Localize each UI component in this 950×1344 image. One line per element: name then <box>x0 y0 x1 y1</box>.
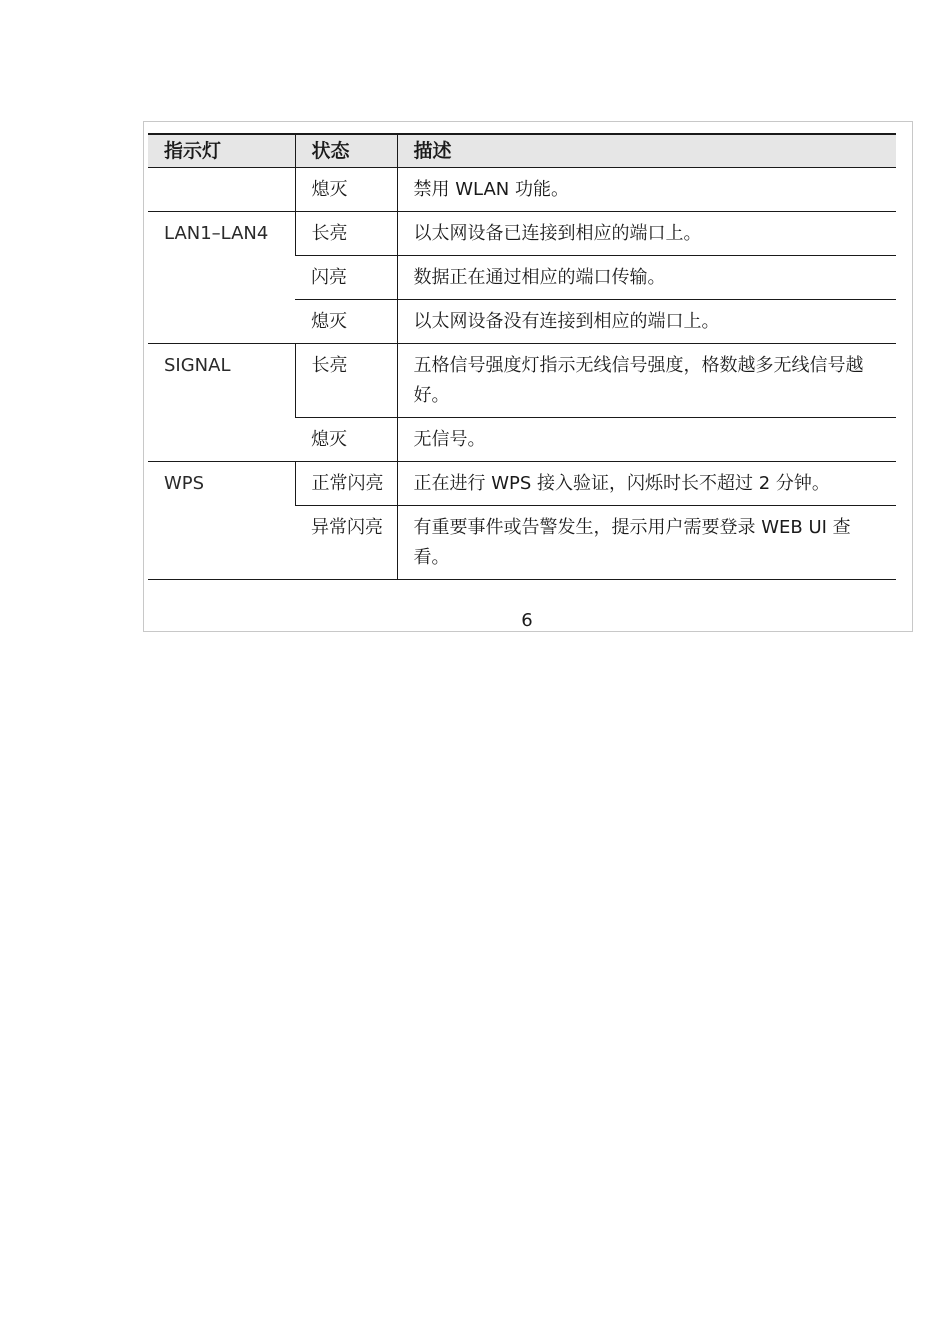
status-cell: 闪亮 <box>295 256 397 300</box>
status-cell: 长亮 <box>295 344 397 418</box>
indicator-cell <box>148 168 295 212</box>
header-description: 描述 <box>397 134 896 168</box>
description-cell: 数据正在通过相应的端口传输。 <box>397 256 896 300</box>
indicator-table <box>148 133 896 580</box>
table-row <box>148 212 896 256</box>
description-cell: 有重要事件或告警发生，提示用户需要登录 WEB UI 查看。 <box>397 506 896 580</box>
status-cell: 熄灭 <box>295 300 397 344</box>
description-cell: 以太网设备没有连接到相应的端口上。 <box>397 300 896 344</box>
description-cell: 五格信号强度灯指示无线信号强度，格数越多无线信号越好。 <box>397 344 896 418</box>
indicator-cell: WPS <box>148 462 295 580</box>
status-cell: 正常闪亮 <box>295 462 397 506</box>
description-cell: 以太网设备已连接到相应的端口上。 <box>397 212 896 256</box>
table-row <box>148 344 896 418</box>
header-status: 状态 <box>295 134 397 168</box>
indicator-cell: LAN1–LAN4 <box>148 212 295 344</box>
description-cell: 禁用 WLAN 功能。 <box>397 168 896 212</box>
indicator-cell: SIGNAL <box>148 344 295 462</box>
table-row <box>148 462 896 506</box>
status-cell: 异常闪亮 <box>295 506 397 580</box>
description-cell: 无信号。 <box>397 418 896 462</box>
table-header-row <box>148 134 896 168</box>
table-row <box>148 168 896 212</box>
status-cell: 熄灭 <box>295 418 397 462</box>
description-cell: 正在进行 WPS 接入验证，闪烁时长不超过 2 分钟。 <box>397 462 896 506</box>
status-cell: 长亮 <box>295 212 397 256</box>
page-number: 6 <box>521 610 533 631</box>
status-cell: 熄灭 <box>295 168 397 212</box>
header-indicator: 指示灯 <box>148 134 295 168</box>
